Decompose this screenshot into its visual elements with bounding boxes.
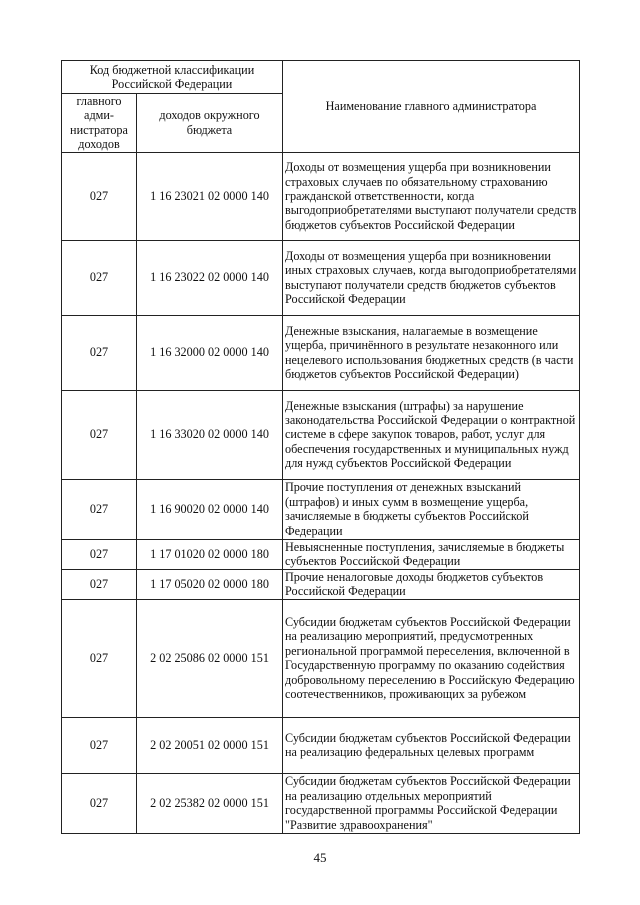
admin-code: 027 <box>62 479 137 539</box>
revenue-code: 1 16 23021 02 0000 140 <box>137 152 283 240</box>
admin-code: 027 <box>62 240 137 315</box>
header-administrator-name: Наименование главного администратора <box>283 61 580 153</box>
administrator-name: Невыясненные поступления, зачисляемые в бюджеты субъектов Российской Федерации <box>283 539 580 569</box>
table-row <box>62 390 580 479</box>
administrator-name: Субсидии бюджетам субъектов Российской Федерации на реализацию мероприятий, предусмотренных региональной программой переселения, включенной в Государственную программу по оказанию содействия добровольному переселению в Российскую Федерацию соотечественников, проживающих за рубежом <box>283 599 580 717</box>
admin-code: 027 <box>62 390 137 479</box>
revenue-code: 1 16 33020 02 0000 140 <box>137 390 283 479</box>
administrator-name: Доходы от возмещения ущерба при возникновении страховых случаев по обязательному страхованию гражданской ответственности, когда выгодоприобретателями выступают получатели средств бюджетов субъектов Российской Федерации <box>283 152 580 240</box>
admin-code: 027 <box>62 569 137 599</box>
header-district-budget-revenue: доходов окружного бюджета <box>137 94 283 153</box>
header-classification-code: Код бюджетной классификации Российской Федерации <box>62 61 283 94</box>
revenue-code: 1 16 32000 02 0000 140 <box>137 315 283 390</box>
table-header-row <box>62 61 580 94</box>
administrator-name: Денежные взыскания (штрафы) за нарушение законодательства Российской Федерации о контрактной системе в сфере закупок товаров, работ, услуг для обеспечения государственных и муниципальных нужд для нужд субъектов Российской Федерации <box>283 390 580 479</box>
admin-code: 027 <box>62 315 137 390</box>
administrator-name: Прочие поступления от денежных взысканий (штрафов) и иных сумм в возмещение ущерба, зачисляемые в бюджеты субъектов Российской Федерации <box>283 479 580 539</box>
table-row <box>62 539 580 569</box>
revenue-code: 1 17 05020 02 0000 180 <box>137 569 283 599</box>
admin-code: 027 <box>62 539 137 569</box>
administrator-name: Субсидии бюджетам субъектов Российской Федерации на реализацию отдельных мероприятий государственной программы Российской Федерации "Развитие здравоохранения" <box>283 773 580 833</box>
revenue-code: 2 02 20051 02 0000 151 <box>137 717 283 773</box>
table-row <box>62 599 580 717</box>
administrator-name: Субсидии бюджетам субъектов Российской Федерации на реализацию федеральных целевых программ <box>283 717 580 773</box>
administrator-name: Доходы от возмещения ущерба при возникновении иных страховых случаев, когда выгодоприобретателями выступают получатели средств бюджетов субъектов Российской Федерации <box>283 240 580 315</box>
table-row <box>62 773 580 833</box>
table-row <box>62 569 580 599</box>
revenue-code: 2 02 25382 02 0000 151 <box>137 773 283 833</box>
table-row <box>62 152 580 240</box>
page-number: 45 <box>313 850 327 865</box>
table-row <box>62 240 580 315</box>
revenue-code: 2 02 25086 02 0000 151 <box>137 599 283 717</box>
table-row <box>62 315 580 390</box>
revenue-code: 1 16 23022 02 0000 140 <box>137 240 283 315</box>
administrator-name: Прочие неналоговые доходы бюджетов субъектов Российской Федерации <box>283 569 580 599</box>
admin-code: 027 <box>62 773 137 833</box>
table-row <box>62 717 580 773</box>
revenue-code: 1 16 90020 02 0000 140 <box>137 479 283 539</box>
table-row <box>62 479 580 539</box>
admin-code: 027 <box>62 717 137 773</box>
revenue-code: 1 17 01020 02 0000 180 <box>137 539 283 569</box>
budget-classification-table <box>61 60 580 834</box>
admin-code: 027 <box>62 152 137 240</box>
header-main-administrator: главного адми-нистратора доходов <box>62 94 137 153</box>
admin-code: 027 <box>62 599 137 717</box>
administrator-name: Денежные взыскания, налагаемые в возмещение ущерба, причинённого в результате незаконного или нецелевого использования бюджетных средств (в части бюджетов субъектов Российской Федерации) <box>283 315 580 390</box>
